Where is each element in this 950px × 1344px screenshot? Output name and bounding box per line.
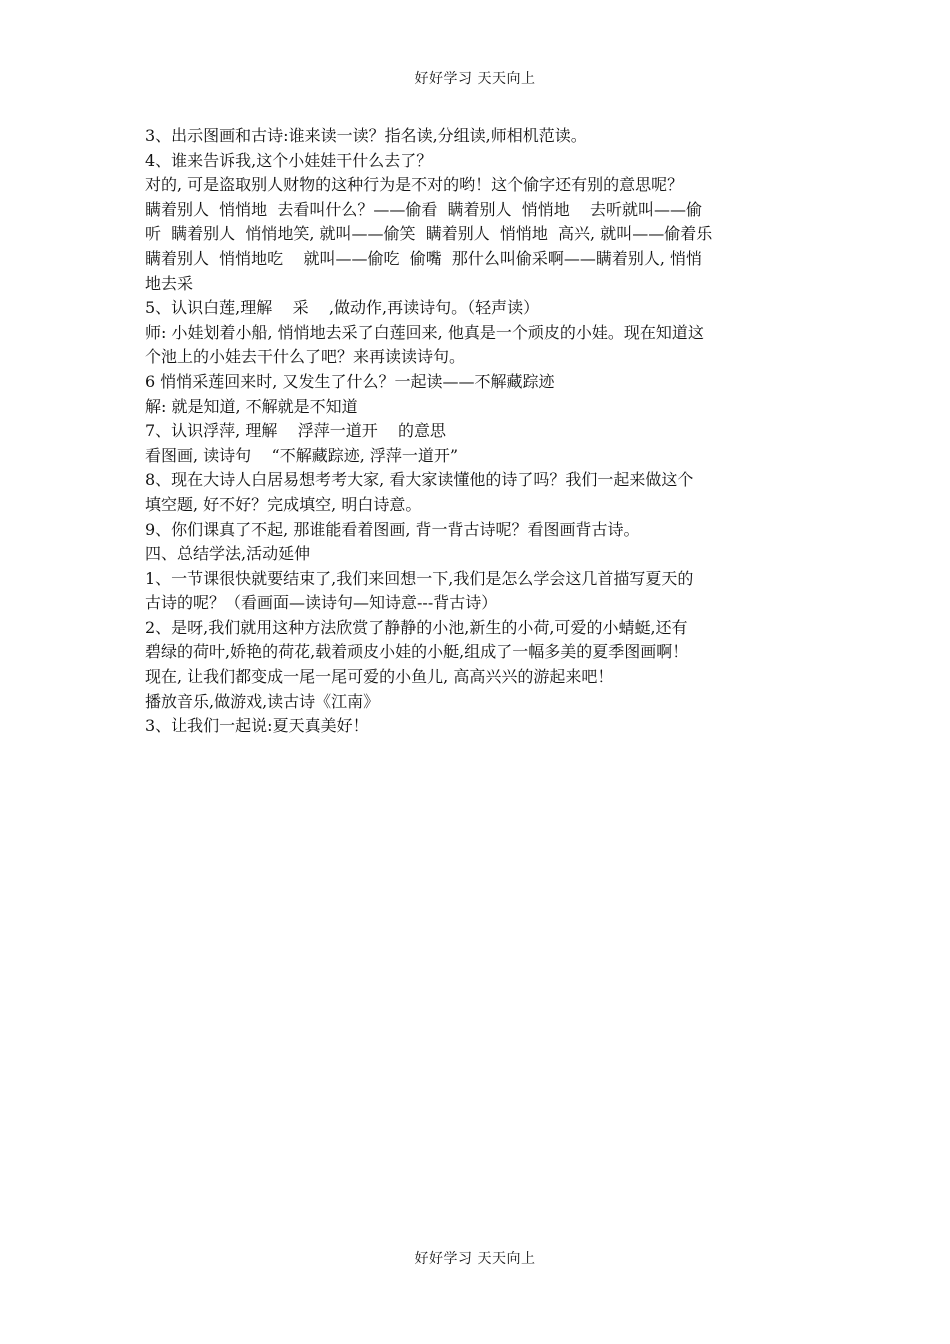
text-line: 个池上的小娃去干什么了吧？来再读读诗句。 <box>145 347 466 367</box>
page-header: 好好学习 天天向上 <box>414 71 536 87</box>
text-line: 3、出示图画和古诗:谁来读一读？指名读,分组读,师相机范读。 <box>145 126 587 145</box>
text-line: 2、是呀,我们就用这种方法欣赏了静静的小池,新生的小荷,可爱的小蜻蜓,还有 <box>145 617 688 637</box>
text-line: 9、你们课真了不起, 那谁能看着图画, 背一背古诗呢？看图画背古诗。 <box>145 519 640 539</box>
text-line: 师: 小娃划着小船, 悄悄地去采了白莲回来, 他真是一个顽皮的小娃。现在知道这 <box>145 322 704 342</box>
text-line: 瞒着别人 悄悄地 去看叫什么？——偷看 瞒着别人 悄悄地 去听就叫——偷 <box>145 199 703 219</box>
text-line: 解: 就是知道, 不解就是不知道 <box>145 396 358 416</box>
page-footer: 好好学习 天天向上 <box>414 1251 536 1267</box>
text-line: 地去采 <box>145 273 194 293</box>
text-line: 5、认识白莲,理解 采 ,做动作,再读诗句。（轻声读） <box>145 298 540 318</box>
text-line: 3、让我们一起说:夏天真美好！ <box>145 716 369 736</box>
section-heading: 四、总结学法,活动延伸 <box>145 544 311 564</box>
text-line: 8、现在大诗人白居易想考考大家, 看大家读懂他的诗了吗？我们一起来做这个 <box>145 470 694 490</box>
text-line: 4、谁来告诉我,这个小娃娃干什么去了？ <box>145 150 433 170</box>
text-line: 现在, 让我们都变成一尾一尾可爱的小鱼儿, 高高兴兴的游起来吧！ <box>145 667 614 687</box>
text-line: 6 悄悄采莲回来时, 又发生了什么？一起读——不解藏踪迹 <box>145 371 555 391</box>
text-line: 瞒着别人 悄悄地吃 就叫——偷吃 偷嘴 那什么叫偷采啊——瞒着别人, 悄悄 <box>145 248 703 268</box>
text-line: 听 瞒着别人 悄悄地笑, 就叫——偷笑 瞒着别人 悄悄地 高兴, 就叫——偷着乐 <box>145 224 713 244</box>
text-line: 1、一节课很快就要结束了,我们来回想一下,我们是怎么学会这几首描写夏天的 <box>145 568 694 588</box>
text-line: 7、认识浮萍, 理解 浮萍一道开 的意思 <box>145 421 447 441</box>
text-line: 对的, 可是盗取别人财物的这种行为是不对的哟！这个偷字还有别的意思呢？ <box>145 175 684 195</box>
document-body <box>145 124 810 739</box>
text-line: 看图画, 读诗句 “不解藏踪迹, 浮萍一道开” <box>145 445 459 465</box>
text-line: 碧绿的荷叶,娇艳的荷花,载着顽皮小娃的小艇,组成了一幅多美的夏季图画啊！ <box>145 642 689 662</box>
text-line: 古诗的呢？（看画面—读诗句—知诗意---背古诗） <box>145 593 498 613</box>
text-line: 播放音乐,做游戏,读古诗《江南》 <box>145 691 380 711</box>
text-line: 填空题, 好不好？完成填空, 明白诗意。 <box>145 494 422 514</box>
